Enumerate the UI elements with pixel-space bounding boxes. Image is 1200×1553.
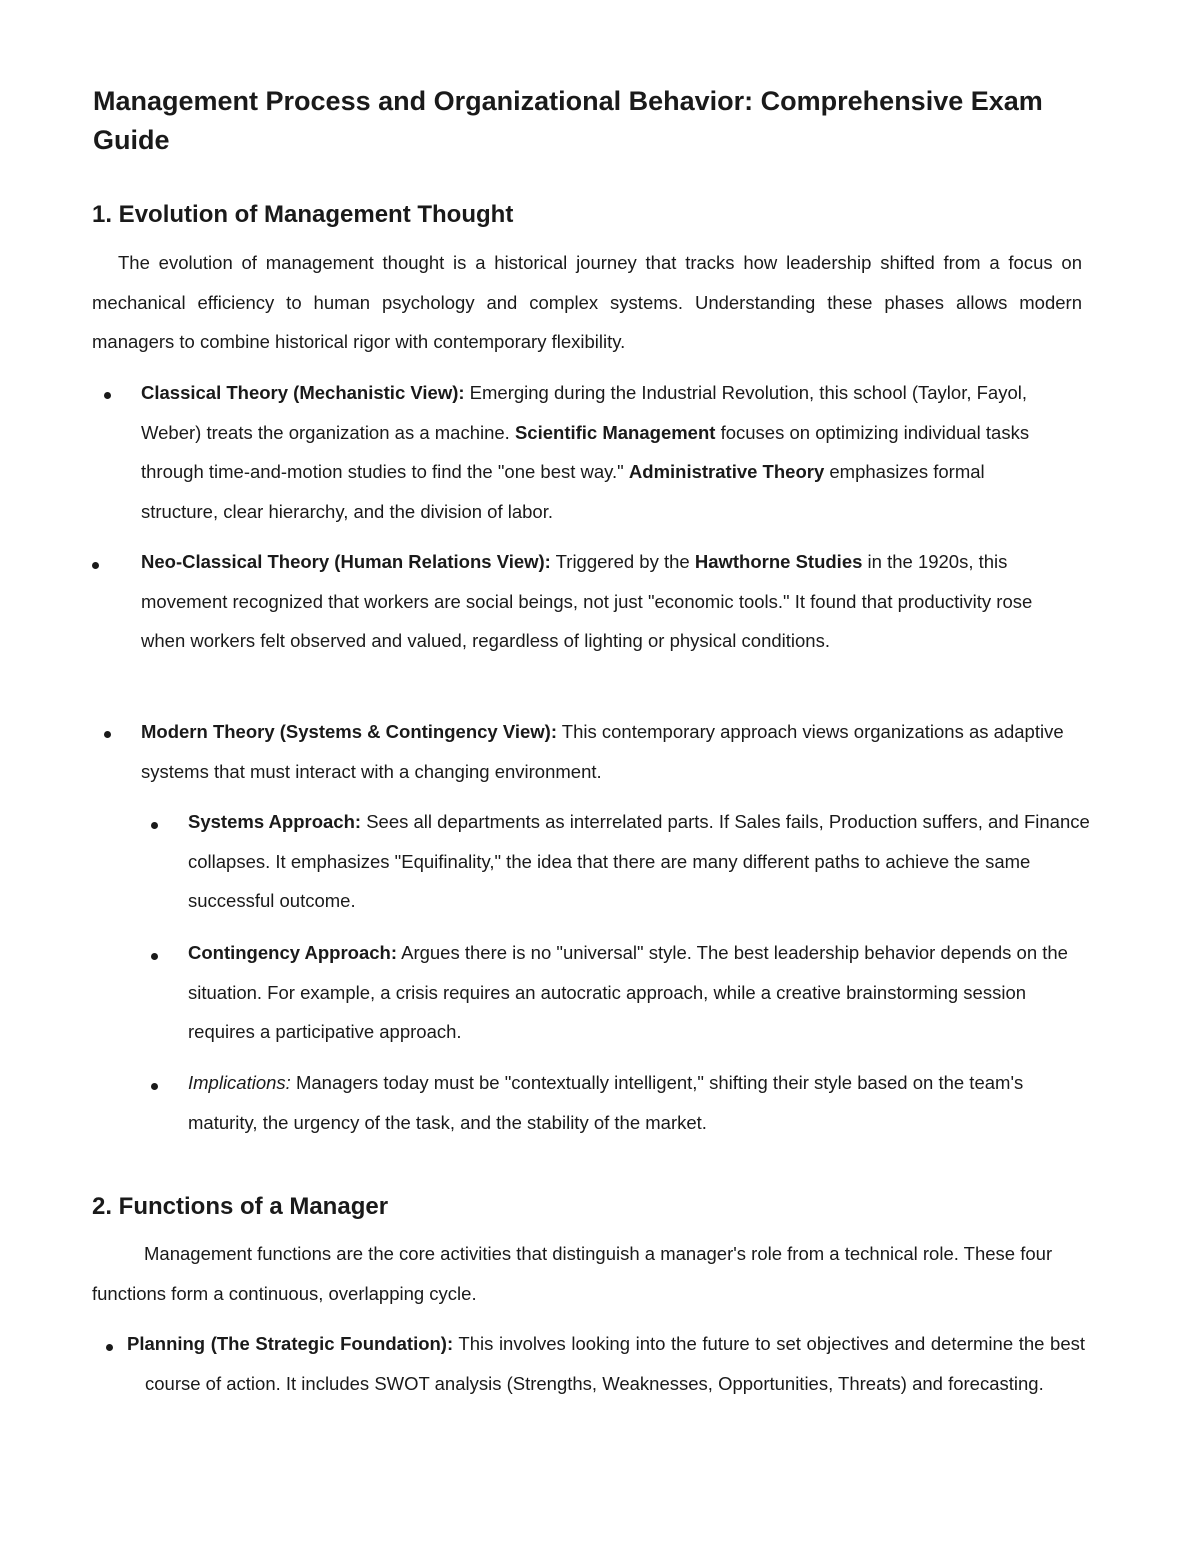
bullet-icon bbox=[104, 392, 111, 399]
systems-approach-label: Systems Approach: bbox=[188, 811, 362, 832]
list-item-classical-theory bbox=[141, 373, 1066, 531]
implications-text: Managers today must be "contextually intelligent," shifting their style based on the team's maturity, the urgency of the task, and the stability of the market. bbox=[188, 1072, 1024, 1133]
planning-text: This involves looking into the future to set objectives and determine the best course of action. It includes SWOT analysis (Strengths, Weaknesses, Opportunities, Threats) and forecasting. bbox=[145, 1333, 1085, 1394]
scientific-management-term: Scientific Management bbox=[514, 421, 716, 443]
section-2-intro: Management functions are the core activities that distinguish a manager's role from a technical role. These four functions form a continuous, overlapping cycle. bbox=[92, 1243, 1053, 1304]
contingency-approach-text: Argues there is no "universal" style. The best leadership behavior depends on the situation. For example, a crisis requires an autocratic approach, while a creative brainstorming session requires a participative approach. bbox=[188, 942, 1068, 1042]
classical-theory-text-1: Emerging during the Industrial Revolution, this school (Taylor, Fayol, Weber) treats the organization as a machine. bbox=[141, 382, 1028, 443]
section-2-heading: 2. Functions of a Manager bbox=[92, 1193, 389, 1220]
bullet-icon bbox=[151, 1083, 158, 1090]
bullet-icon bbox=[151, 953, 158, 960]
document-title: Management Process and Organizational Behavior: Comprehensive Exam Guide bbox=[93, 86, 1043, 155]
list-item-contingency-approach bbox=[188, 933, 1078, 1052]
list-item-neo-classical-theory bbox=[141, 542, 1066, 661]
list-item-implications bbox=[188, 1063, 1078, 1142]
neo-classical-theory-text-1: Triggered by the bbox=[550, 551, 695, 572]
bullet-icon bbox=[106, 1344, 113, 1351]
implications-label: Implications: bbox=[188, 1072, 291, 1093]
bullet-icon bbox=[92, 562, 99, 569]
administrative-theory-term: Administrative Theory bbox=[628, 461, 825, 482]
section-1-heading: 1. Evolution of Management Thought bbox=[92, 201, 514, 228]
neo-classical-theory-text-2: in the 1920s, this movement recognized that workers are social beings, not just "economic tools." It found that productivity rose when workers felt observed and valued, regardless of lighting or physical conditions. bbox=[141, 551, 1033, 651]
planning-label: Planning (The Strategic Foundation): bbox=[127, 1333, 454, 1354]
section-1-intro: The evolution of management thought is a historical journey that tracks how leadership shifted from a focus on mechanical efficiency to human psychology and complex systems. Understanding these phases allows modern managers to combine historical rigor with contemporary flexibility. bbox=[92, 252, 1082, 352]
neo-classical-theory-label: Neo-Classical Theory (Human Relations View): bbox=[141, 551, 551, 572]
list-item-modern-theory bbox=[141, 712, 1071, 791]
modern-theory-label: Modern Theory (Systems & Contingency View): bbox=[141, 721, 557, 742]
bullet-icon bbox=[104, 731, 111, 738]
contingency-approach-label: Contingency Approach: bbox=[188, 942, 397, 963]
list-item-planning bbox=[127, 1324, 1085, 1403]
modern-theory-text: This contemporary approach views organizations as adaptive systems that must interact with a changing environment. bbox=[141, 721, 1064, 782]
systems-approach-text: Sees all departments as interrelated parts. If Sales fails, Production suffers, and Finance collapses. It emphasizes "Equifinality," the idea that there are many different paths to achieve the same successful outcome. bbox=[188, 811, 1090, 911]
bullet-icon bbox=[151, 822, 158, 829]
list-item-systems-approach bbox=[188, 802, 1093, 921]
classical-theory-text-2: focuses on optimizing individual tasks through time-and-motion studies to find the "one best way." bbox=[141, 421, 1030, 482]
classical-theory-label: Classical Theory (Mechanistic View): bbox=[141, 382, 465, 403]
classical-theory-text-3: emphasizes formal structure, clear hierarchy, and the division of labor. bbox=[141, 461, 985, 522]
hawthorne-studies-term: Hawthorne Studies bbox=[694, 551, 863, 572]
